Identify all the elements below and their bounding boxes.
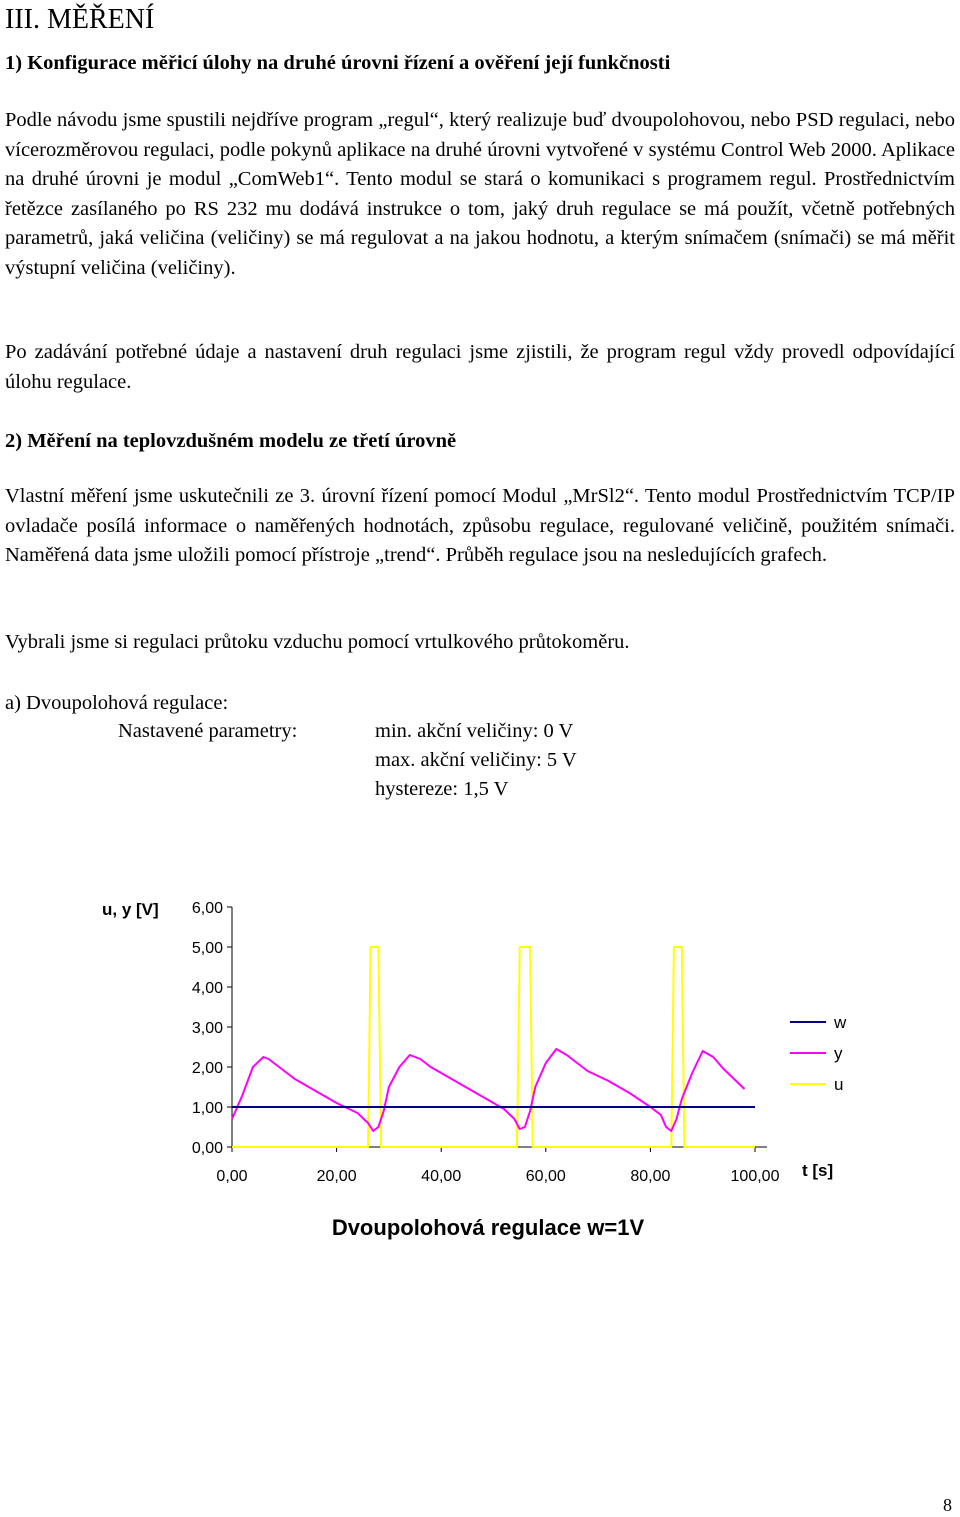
y-tick-label: 1,00 [191, 1100, 223, 1117]
x-tick-label: 40,00 [421, 1168, 462, 1185]
legend-label-w: w [834, 1013, 847, 1032]
y-tick-label: 3,00 [191, 1020, 223, 1037]
chart-series [232, 947, 755, 1147]
x-tick-label: 80,00 [630, 1168, 671, 1185]
legend-label-u: u [834, 1075, 844, 1094]
x-axis-label: t [s] [802, 1161, 834, 1180]
x-tick-label: 100,00 [730, 1168, 780, 1185]
section-1-paragraph-1: Podle návodu jsme spustili nejdříve program „regul“, který realizuje buď dvoupolohovou, nebo PSD regulaci, nebo vícerozměrovou regulaci, podle pokynů aplikace na druhé úrovni vytvořené v systému Control Web 2000. Aplikace na druhé úrovni je modul „ComWeb1“. Tento modul se stará o komunikaci s programem regul. Prostřednictvím řetězce zasílaného po RS 232 mu dodává instrukce o tom, jaký druh regulace se má použít, včetně potřebných parametrů, jaká veličina (veličiny) se má regulovat a na jakou hodnotu, a kterým snímačem (snímači) se má měřit výstupní veličina (veličiny). [5, 109, 955, 279]
chart-svg [0, 880, 960, 1280]
chart-axes [192, 900, 780, 1185]
x-tick-label: 20,00 [316, 1168, 357, 1185]
section-2-paragraph-2: Vybrali jsme si regulaci průtoku vzduchu pomocí vrtulkového průtokoměru. [5, 631, 630, 653]
parameter-hysteresis: hystereze: 1,5 V [375, 778, 509, 800]
subheading-two-position-control: a) Dvoupolohová regulace: [5, 692, 229, 714]
section-2-paragraph-1: Vlastní měření jsme uskutečnili ze 3. úrovní řízení pomocí Modul „MrSl2“. Tento modul Prostřednictvím TCP/IP ovladače posílá informace o naměřených hodnotách, způsobu regulace, regulované veličině, použitém snímači. Naměřená data jsme uložili pomocí přístroje „trend“. Průběh regulace jsou na nesledujících grafech. [5, 485, 955, 567]
page-number: 8 [943, 1495, 952, 1515]
chart [0, 880, 960, 1280]
legend-label-y: y [834, 1044, 843, 1063]
section-2-heading: 2) Měření na teplovzdušném modelu ze třetí úrovně [5, 430, 457, 452]
page-title: III. MĚŘENÍ [5, 4, 155, 35]
parameters-label: Nastavené parametry: [118, 720, 298, 742]
y-tick-label: 6,00 [191, 900, 223, 917]
parameter-min: min. akční veličiny: 0 V [375, 720, 574, 742]
section-1-heading: 1) Konfigurace měřicí úlohy na druhé úrovni řízení a ověření její funkčnosti [5, 52, 671, 74]
y-tick-label: 0,00 [191, 1140, 223, 1157]
y-tick-label: 2,00 [191, 1060, 223, 1077]
x-tick-label: 0,00 [216, 1168, 248, 1185]
x-tick-label: 60,00 [525, 1168, 566, 1185]
parameter-max: max. akční veličiny: 5 V [375, 749, 577, 771]
section-1-paragraph-2: Po zadávání potřebné údaje a nastavení druh regulaci jsme zjistili, že program regul vždy provedl odpovídající úlohu regulace. [5, 341, 955, 393]
series-line-y [232, 1049, 745, 1131]
y-tick-label: 4,00 [191, 980, 223, 997]
y-axis-label: u, y [V] [102, 900, 159, 919]
chart-title: Dvoupolohová regulace w=1V [331, 1215, 645, 1240]
chart-legend [790, 1013, 847, 1094]
y-tick-label: 5,00 [191, 940, 223, 957]
